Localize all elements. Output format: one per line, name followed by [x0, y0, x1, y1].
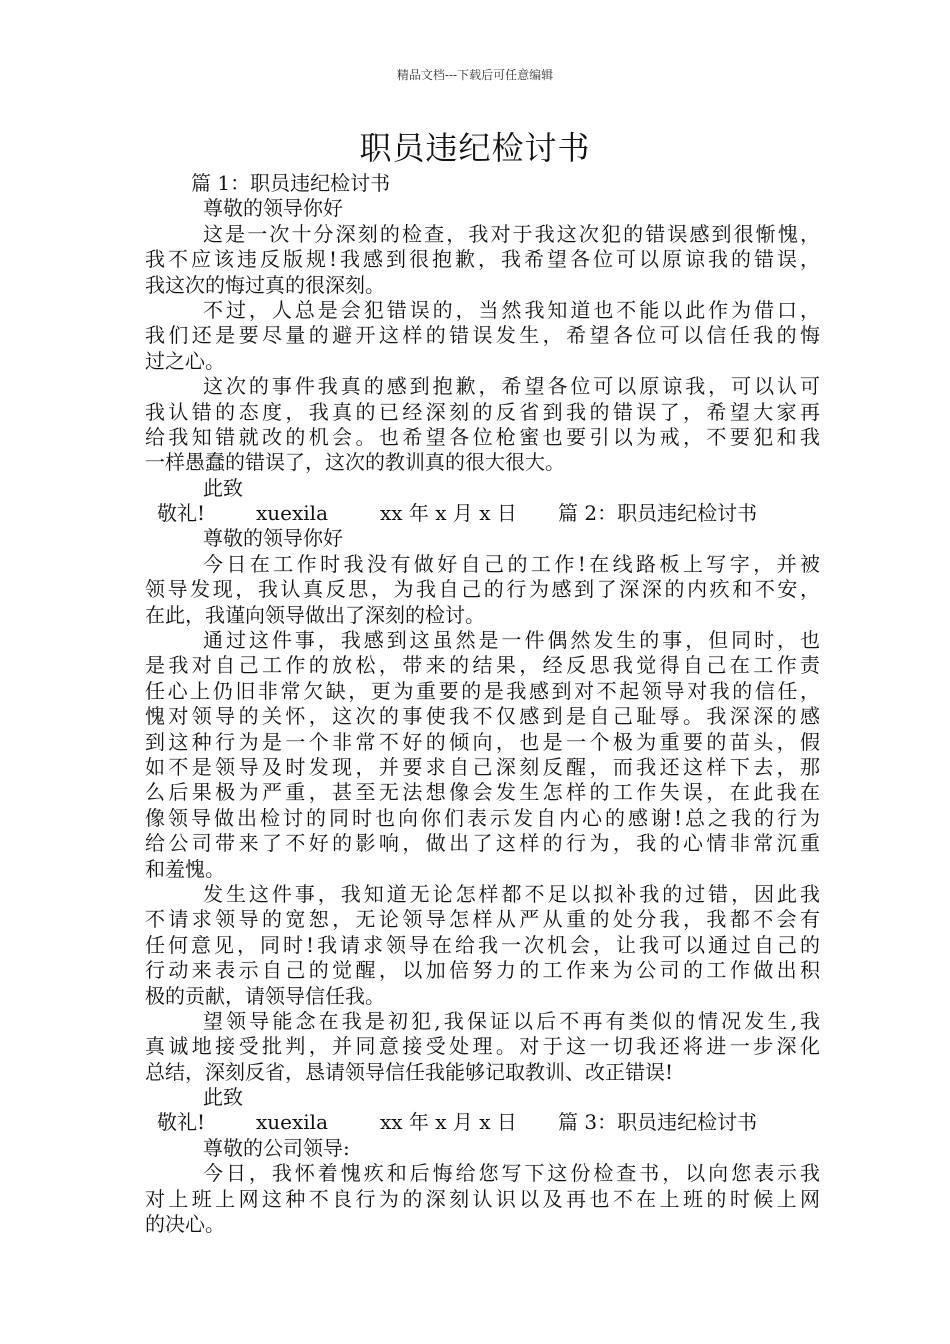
salutation: 尊敬的领导你好: [203, 196, 343, 221]
regards: 敬礼!: [157, 501, 206, 526]
paragraph-line: 在此，我谨向领导做出了深刻的检讨。: [145, 602, 485, 627]
paragraph-line: 总结，深刻反省，恳请领导信任我能够记取教训、改正错误!: [145, 1059, 674, 1084]
paragraph-line: 这次的事件我真的感到抱歉，希望各位可以原谅我，可以认可: [203, 374, 820, 399]
paragraph: [145, 374, 820, 476]
closing: 此致: [203, 475, 243, 500]
paragraph-line: 任何意见，同时!我请求领导在给我一次机会，让我可以通过自己的: [145, 932, 820, 957]
paragraph: [145, 552, 820, 628]
signer-name: xuexila: [256, 1110, 328, 1135]
paragraph-line: 对上班上网这种不良行为的深刻认识以及再也不在上班的时候上网: [145, 1186, 820, 1211]
paragraph-line: 望领导能念在我是初犯,我保证以后不再有类似的情况发生,我: [203, 1008, 820, 1033]
signer-name: xuexila: [256, 501, 328, 526]
document-body: [145, 171, 820, 1237]
paragraph-line: 领导发现，我认真反思，为我自己的行为感到了深深的内疚和不安，: [145, 577, 820, 602]
paragraph-line: 我们还是要尽量的避开这样的错误发生，希望各位可以信任我的悔: [145, 323, 820, 348]
paragraph-line: 是我对自己工作的放松，带来的结果，经反思我觉得自己在工作责: [145, 653, 820, 678]
paragraph-line: 给我知错就改的机会。也希望各位枪蜜也要引以为戒，不要犯和我: [145, 424, 820, 449]
signature-date: xx 年 x 月 x 日: [380, 501, 517, 526]
regards: 敬礼!: [157, 1110, 206, 1135]
section-heading: 篇 3：职员违纪检讨书: [558, 1110, 758, 1135]
paragraph-line: 这是一次十分深刻的检查，我对于我这次犯的错误感到很惭愧，: [203, 221, 820, 246]
paragraph-line: 不过，人总是会犯错误的，当然我知道也不能以此作为借口，: [203, 297, 820, 322]
signature-line: [145, 501, 820, 526]
paragraph-line: 行动来表示自己的觉醒，以加倍努力的工作来为公司的工作做出积: [145, 958, 820, 983]
paragraph-line: 通过这件事，我感到这虽然是一件偶然发生的事，但同时，也: [203, 628, 820, 653]
paragraph-line: 今日在工作时我没有做好自己的工作!在线路板上写字，并被: [203, 551, 820, 576]
paragraph-line: 真诚地接受批判，并同意接受处理。对于这一切我还将进一步深化: [145, 1034, 820, 1059]
paragraph-line: 和羞愧。: [145, 856, 225, 881]
paragraph: [145, 298, 820, 374]
paragraph-line: 过之心。: [145, 348, 225, 373]
paragraph-line: 么后果极为严重，甚至无法想像会发生怎样的工作失误，在此我在: [145, 780, 820, 805]
paragraph-line: 我不应该违反版规!我感到很抱歉，我希望各位可以原谅我的错误，: [145, 247, 820, 272]
paragraph-line: 发生这件事，我知道无论怎样都不足以拟补我的过错，因此我: [203, 881, 820, 906]
header-note: 精品文档---下载后可任意编辑: [396, 68, 554, 82]
paragraph: [145, 1161, 820, 1237]
paragraph: [145, 222, 820, 298]
paragraph-line: 今日，我怀着愧疚和后悔给您写下这份检查书，以向您表示我: [203, 1161, 820, 1186]
paragraph-line: 像领导做出检讨的同时也向你们表示发自内心的感谢!总之我的行为: [145, 805, 820, 830]
paragraph: [145, 1009, 820, 1085]
closing: 此致: [203, 1085, 243, 1110]
signature-date: xx 年 x 月 x 日: [380, 1110, 517, 1135]
paragraph-line: 到这种行为是一个非常不好的倾向，也是一个极为重要的苗头，假: [145, 729, 820, 754]
salutation: 尊敬的领导你好: [203, 526, 343, 551]
signature-line: [145, 1110, 820, 1135]
page-title: 职员违纪检讨书: [359, 129, 591, 167]
salutation: 尊敬的公司领导:: [203, 1135, 350, 1160]
section-heading: 篇 2：职员违纪检讨书: [558, 501, 758, 526]
paragraph-line: 我认错的态度，我真的已经深刻的反省到我的错误了，希望大家再: [145, 399, 820, 424]
paragraph-line: 我这次的悔过真的很深刻。: [145, 272, 385, 297]
paragraph-line: 不请求领导的宽恕，无论领导怎样从严从重的处分我，我都不会有: [145, 907, 820, 932]
paragraph-line: 的决心。: [145, 1212, 225, 1237]
paragraph-line: 如不是领导及时发现，并要求自己深刻反醒，而我还这样下去，那: [145, 754, 820, 779]
paragraph-line: 一样愚蠢的错误了，这次的教训真的很大很大。: [145, 450, 565, 475]
paragraph-line: 愧对领导的关怀，这次的事使我不仅感到是自己耻辱。我深深的感: [145, 704, 820, 729]
paragraph: [145, 882, 820, 1009]
paragraph-line: 极的贡献，请领导信任我。: [145, 983, 385, 1008]
section-heading: 篇 1：职员违纪检讨书: [191, 171, 391, 195]
paragraph-line: 给公司带来了不好的影响，做出了这样的行为，我的心情非常沉重: [145, 831, 820, 856]
paragraph: [145, 628, 820, 882]
paragraph-line: 任心上仍旧非常欠缺，更为重要的是我感到对不起领导对我的信任，: [145, 678, 820, 703]
